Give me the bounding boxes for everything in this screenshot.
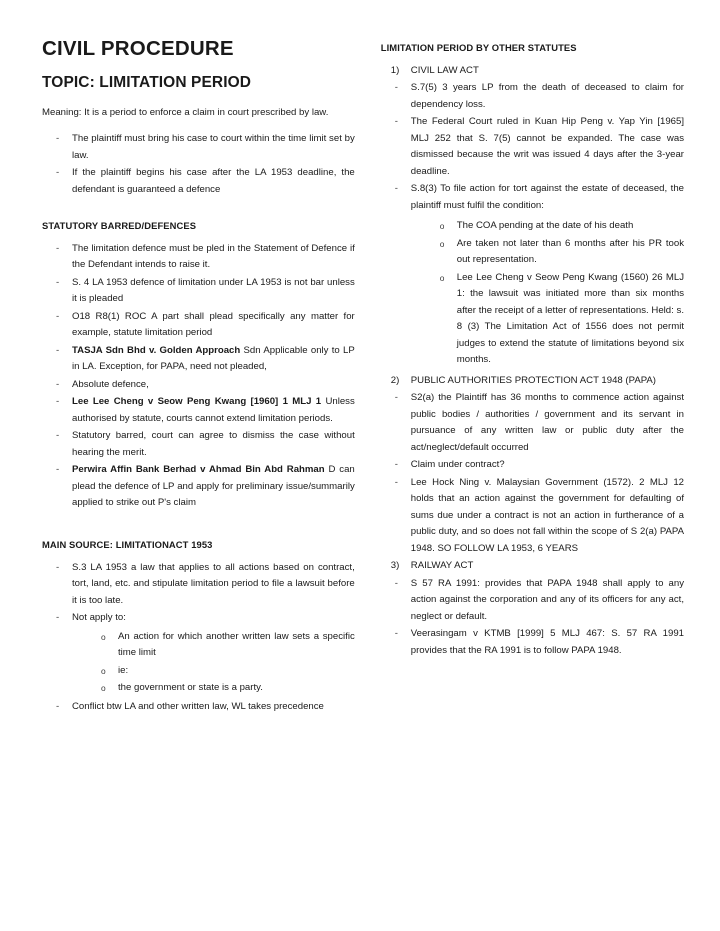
list-item: - If the plaintiff begins his case after the LA 1953 deadline, the defendant is guaranteed a defence xyxy=(42,165,355,198)
civil-law-act-bullets xyxy=(381,80,684,214)
spacer xyxy=(42,199,355,206)
page-title: CIVIL PROCEDURE xyxy=(42,37,234,60)
list-item: o Lee Lee Cheng v Seow Peng Kwang (1560) 26 MLJ 1: the lawsuit was initiated more than six months after the receipt of a letter of representations. Held: s. 8 (3) The Limitation Act of 1556 does not permit judges to extend the statute of limitations beyond six months. xyxy=(427,270,684,369)
list-item xyxy=(42,462,355,512)
list-item-text: Sdn Applicable only to LP in LA. Exception, for PAPA, need not pleaded, xyxy=(72,344,355,373)
list-item-text: O18 R8(1) ROC A part shall plead specifically any matter for example, statute limitation period xyxy=(72,310,355,339)
list-item: - S.3 LA 1953 a law that applies to all actions based on contract, tort, land, etc. and stipulate limitation period to file a lawsuit before it is too late. xyxy=(42,560,355,610)
list-item: - S.7(5) 3 years LP from the death of deceased to claim for dependency loss. xyxy=(381,80,684,113)
section-heading-statutory-barred: STATUTORY BARRED/DEFENCES xyxy=(42,220,197,232)
list-item-act xyxy=(381,558,684,575)
list-item: - S.8(3) To file action for tort against the estate of deceased, the plaintiff must fulfil the condition: xyxy=(381,181,684,214)
statutory-barred-list xyxy=(42,241,355,512)
list-item xyxy=(42,428,355,461)
case-name: Perwira Affin Bank Berhad v Ahmad Bin Abd Rahman xyxy=(72,464,325,476)
list-item: - Conflict btw LA and other written law, WL takes precedence xyxy=(42,699,355,716)
list-item: - Claim under contract? xyxy=(381,457,684,474)
section-heading-other-statutes: LIMITATION PERIOD BY OTHER STATUTES xyxy=(380,42,577,53)
list-item: - The plaintiff must bring his case to court within the time limit set by law. xyxy=(42,131,355,164)
intro-bullet-list xyxy=(42,131,355,198)
act-name: RAILWAY ACT xyxy=(410,560,474,572)
right-column xyxy=(381,38,684,660)
list-item: - S 57 RA 1991: provides that PAPA 1948 shall apply to any action against the corporation and any of its officers for any act, neglect or default. xyxy=(381,576,684,626)
conflict-rule-list xyxy=(42,699,355,716)
section-heading-main-source: MAIN SOURCE: LIMITATIONACT 1953 xyxy=(42,538,213,550)
list-item: o The COA pending at the date of his death xyxy=(427,218,684,235)
civil-law-act-conditions xyxy=(427,218,684,369)
other-statutes-list xyxy=(381,63,684,660)
not-apply-sub-list xyxy=(88,629,355,697)
list-item-text: Unless authorised by statute, courts cannot extend limitation periods. xyxy=(72,396,355,424)
list-item xyxy=(42,275,355,308)
list-item: - Not apply to: xyxy=(42,610,355,627)
list-item: o An action for which another written law sets a specific time limit xyxy=(88,629,355,662)
list-marker: 3) xyxy=(390,560,400,572)
left-column xyxy=(42,38,355,716)
case-name: Lee Lee Cheng v Seow Peng Kwang [1960] 1 MLJ 1 xyxy=(72,396,322,408)
papa-bullets xyxy=(381,390,684,557)
list-item: o the government or state is a party. xyxy=(88,680,355,697)
act-name: CIVIL LAW ACT xyxy=(410,64,479,76)
railway-act-bullets xyxy=(381,576,684,660)
list-item xyxy=(42,377,355,394)
list-item: - S2(a) the Plaintiff has 36 months to commence action against public bodies / authorities / government and its servant in pursuance of any written law or public duty after the act/neglect/default occurred xyxy=(381,390,684,456)
list-item-act xyxy=(381,373,684,390)
list-item: - Lee Hock Ning v. Malaysian Government (1572). 2 MLJ 12 holds that an action against the government for defaulting of sums due under a contract is not an action in furtherance of a public duty, and so does not fall within the scope of S 2(a) PAPA 1948. SO FOLLOW LA 1953, 6 YEARS xyxy=(381,475,684,558)
list-item xyxy=(42,309,355,342)
list-item-text: D can plead the defence of LP and apply for preliminary issue/summarily applied to strike out P's claim xyxy=(72,464,355,509)
list-item xyxy=(42,241,355,274)
list-item xyxy=(42,394,355,427)
act-name: PUBLIC AUTHORITIES PROTECTION ACT 1948 (PAPA) xyxy=(410,374,656,386)
list-item-text: Statutory barred, court can agree to dismiss the case without hearing the merit. xyxy=(72,430,355,458)
meaning-paragraph: Meaning: It is a period to enforce a claim in court prescribed by law. xyxy=(42,106,329,118)
list-item-text: S. 4 LA 1953 defence of limitation under LA 1953 is not bar unless it is pleaded xyxy=(72,276,355,305)
list-item-text: Absolute defence, xyxy=(72,378,149,390)
page-subtitle: TOPIC: LIMITATION PERIOD xyxy=(42,73,252,91)
list-marker: 2) xyxy=(390,374,400,386)
list-marker: 1) xyxy=(390,64,400,76)
list-item xyxy=(42,343,355,376)
main-source-list xyxy=(42,560,355,627)
list-item: o Are taken not later than 6 months after his PR took out representation. xyxy=(427,236,684,269)
spacer xyxy=(42,513,355,525)
list-item: - The Federal Court ruled in Kuan Hip Peng v. Yap Yin [1965] MLJ 252 that S. 7(5) cannot be expanded. The case was dismissed because the writ was issued 4 days after the 3-year deadline. xyxy=(381,114,684,180)
list-item: - Veerasingam v KTMB [1999] 5 MLJ 467: S. 57 RA 1991 provides that the RA 1991 is to follow PAPA 1948. xyxy=(381,626,684,659)
list-item-act xyxy=(381,63,684,80)
case-name: TASJA Sdn Bhd v. Golden Approach xyxy=(72,344,241,356)
list-item: o ie: xyxy=(88,663,355,680)
list-item-text: The limitation defence must be pled in the Statement of Defence if the Defendant intends to raise it. xyxy=(72,242,355,271)
